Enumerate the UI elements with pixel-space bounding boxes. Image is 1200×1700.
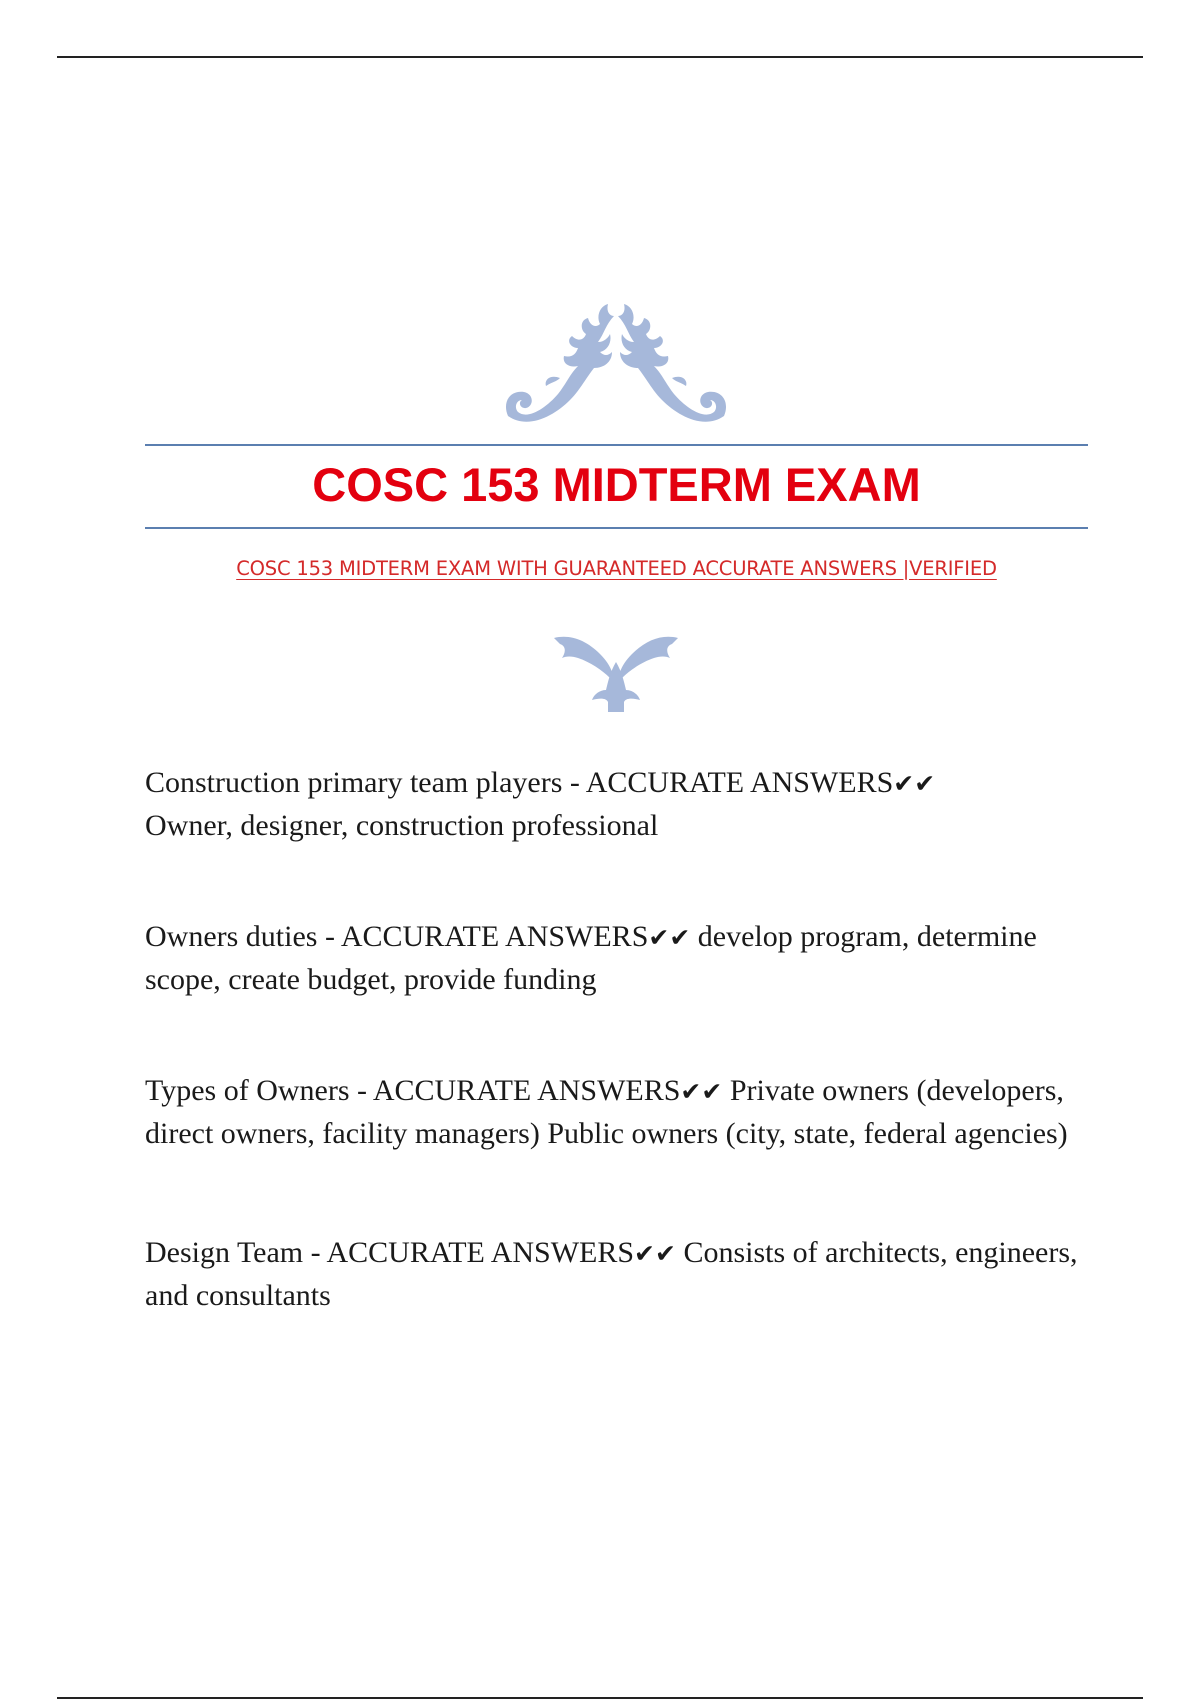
qa-question: Construction primary team players	[145, 766, 563, 799]
double-check-icon: ✔✔	[648, 923, 691, 952]
qa-marker: ACCURATE ANSWERS	[340, 920, 649, 953]
qa-answer: Consists of architects, engineers, and consultants	[145, 1236, 1078, 1312]
qa-question: Types of Owners	[145, 1074, 350, 1107]
qa-item	[145, 1070, 1085, 1155]
qa-answer: Owner, designer, construction professional	[145, 809, 659, 842]
qa-item	[145, 1232, 1085, 1317]
double-check-icon: ✔✔	[680, 1077, 723, 1106]
page-bottom-rule	[57, 1697, 1143, 1699]
qa-list	[145, 762, 1085, 1317]
page-top-rule	[57, 56, 1143, 58]
qa-question: Design Team	[145, 1236, 304, 1269]
floral-scroll-ornament-icon	[500, 298, 732, 426]
qa-marker: ACCURATE ANSWERS	[326, 1236, 635, 1269]
title-lower-rule	[145, 527, 1088, 529]
qa-question: Owners duties	[145, 920, 318, 953]
qa-separator: -	[562, 766, 586, 799]
qa-marker: ACCURATE ANSWERS	[585, 766, 894, 799]
double-check-icon: ✔✔	[634, 1239, 676, 1268]
qa-answer: Private owners (developers, direct owners, facility managers) Public owners (city, state, federal agencies)	[145, 1074, 1068, 1150]
qa-item	[145, 762, 1085, 847]
qa-separator: -	[349, 1074, 373, 1107]
qa-separator: -	[303, 1236, 327, 1269]
qa-marker: ACCURATE ANSWERS	[372, 1074, 681, 1107]
page-title: COSC 153 MIDTERM EXAM	[312, 458, 921, 511]
fleuron-divider-ornament-icon	[552, 632, 680, 712]
qa-item	[145, 916, 1085, 1001]
title-upper-rule	[145, 444, 1088, 446]
qa-separator: -	[317, 920, 341, 953]
qa-answer: develop program, determine scope, create budget, provide funding	[145, 920, 1037, 996]
double-check-icon: ✔✔	[893, 769, 936, 798]
page-subtitle: COSC 153 MIDTERM EXAM WITH GUARANTEED ACCURATE ANSWERS |VERIFIED	[236, 557, 997, 580]
